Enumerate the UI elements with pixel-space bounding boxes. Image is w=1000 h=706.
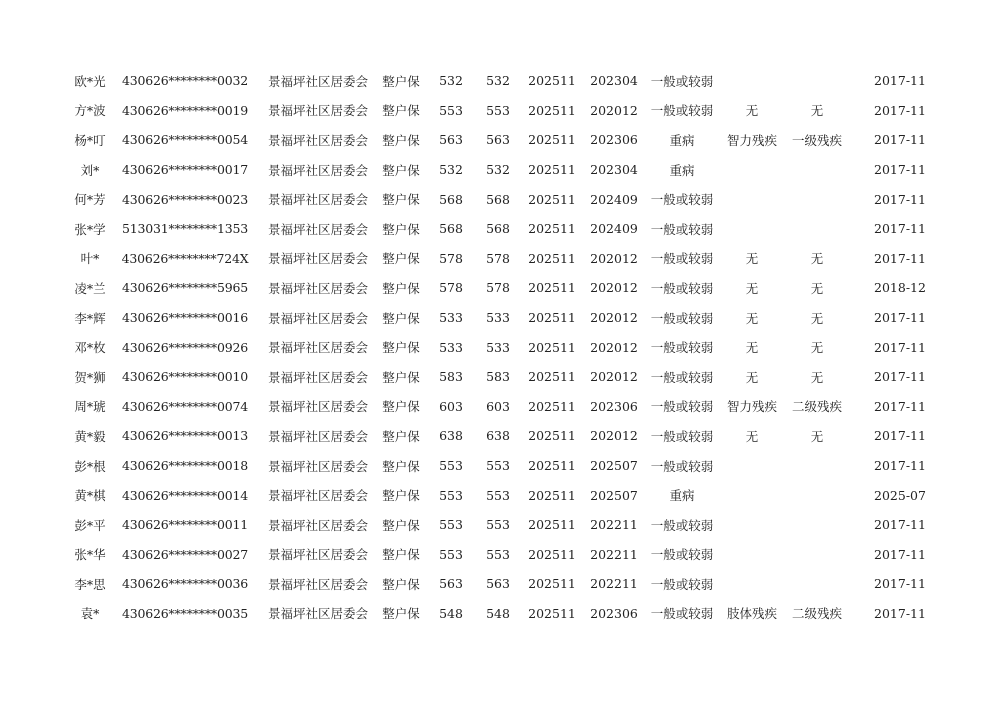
name-cell: 欧*光: [74, 73, 106, 89]
disability-type-cell: 智力残疾: [726, 132, 777, 148]
community-cell: 景福坪社区居委会: [267, 162, 368, 178]
amount-2-cell: 563: [486, 576, 510, 592]
community-cell: 景福坪社区居委会: [267, 399, 368, 415]
spacer-cell: [850, 569, 865, 599]
spacer-cell: [850, 125, 865, 155]
disability-level-cell: [784, 155, 850, 185]
id-number-cell: 430626********0011: [122, 517, 248, 533]
table-row: [70, 421, 935, 451]
amount-cell: 568: [439, 221, 463, 237]
household-type-cell: 整户保: [382, 192, 420, 208]
household-type-cell: 整户保: [382, 547, 420, 563]
table-row: [70, 125, 935, 155]
date-cell: 2017-11: [874, 576, 926, 592]
amount-cell: 533: [439, 339, 463, 355]
amount-cell: 583: [439, 369, 463, 385]
period-cell: 202511: [528, 576, 576, 592]
health-status-cell: 一般或较弱: [650, 310, 714, 326]
roster-table: [70, 66, 935, 628]
community-cell: 景福坪社区居委会: [267, 369, 368, 385]
period-cell: 202511: [528, 605, 576, 621]
start-period-cell: 202012: [590, 102, 638, 118]
community-cell: 景福坪社区居委会: [267, 458, 368, 474]
community-cell: 景福坪社区居委会: [267, 340, 368, 356]
period-cell: 202511: [528, 280, 576, 296]
health-status-cell: 一般或较弱: [650, 576, 714, 592]
id-number-cell: 430626********5965: [122, 280, 248, 296]
amount-2-cell: 532: [486, 73, 510, 89]
disability-type-cell: [720, 214, 784, 244]
household-type-cell: 整户保: [382, 517, 420, 533]
community-cell: 景福坪社区居委会: [267, 488, 368, 504]
disability-level-cell: 无: [810, 103, 824, 119]
disability-type-cell: [720, 510, 784, 540]
period-cell: 202511: [528, 310, 576, 326]
amount-cell: 553: [439, 487, 463, 503]
amount-cell: 603: [439, 398, 463, 414]
amount-cell: 553: [439, 546, 463, 562]
amount-cell: 563: [439, 576, 463, 592]
health-status-cell: 一般或较弱: [650, 221, 714, 237]
name-cell: 张*华: [74, 547, 106, 563]
name-cell: 李*思: [74, 576, 106, 592]
table-row: [70, 451, 935, 481]
name-cell: 黄*毅: [74, 428, 106, 444]
community-cell: 景福坪社区居委会: [267, 576, 368, 592]
amount-2-cell: 533: [486, 310, 510, 326]
period-cell: 202511: [528, 369, 576, 385]
table-row: [70, 599, 935, 629]
amount-2-cell: 638: [486, 428, 510, 444]
table-row: [70, 392, 935, 422]
disability-level-cell: 无: [810, 251, 824, 267]
amount-2-cell: 578: [486, 250, 510, 266]
health-status-cell: 一般或较弱: [650, 517, 714, 533]
name-cell: 凌*兰: [74, 280, 106, 296]
period-cell: 202511: [528, 398, 576, 414]
name-cell: 李*辉: [74, 310, 106, 326]
spacer-cell: [850, 392, 865, 422]
spacer-cell: [850, 421, 865, 451]
household-type-cell: 整户保: [382, 369, 420, 385]
name-cell: 邓*枚: [74, 340, 106, 356]
health-status-cell: 一般或较弱: [650, 369, 714, 385]
household-type-cell: 整户保: [382, 576, 420, 592]
roster-body: [70, 66, 935, 628]
start-period-cell: 202211: [590, 546, 638, 562]
period-cell: 202511: [528, 102, 576, 118]
date-cell: 2017-11: [874, 132, 926, 148]
spacer-cell: [850, 362, 865, 392]
start-period-cell: 202012: [590, 310, 638, 326]
id-number-cell: 430626********0032: [122, 73, 248, 89]
start-period-cell: 202012: [590, 428, 638, 444]
disability-type-cell: 无: [745, 251, 759, 267]
amount-2-cell: 583: [486, 369, 510, 385]
amount-cell: 578: [439, 280, 463, 296]
start-period-cell: 202409: [590, 221, 638, 237]
period-cell: 202511: [528, 250, 576, 266]
household-type-cell: 整户保: [382, 221, 420, 237]
health-status-cell: 一般或较弱: [650, 192, 714, 208]
period-cell: 202511: [528, 487, 576, 503]
start-period-cell: 202306: [590, 398, 638, 414]
disability-type-cell: [720, 155, 784, 185]
name-cell: 袁*: [80, 606, 100, 622]
period-cell: 202511: [528, 221, 576, 237]
amount-2-cell: 568: [486, 221, 510, 237]
community-cell: 景福坪社区居委会: [267, 606, 368, 622]
community-cell: 景福坪社区居委会: [267, 251, 368, 267]
name-cell: 黄*棋: [74, 488, 106, 504]
disability-level-cell: 无: [810, 280, 824, 296]
table-row: [70, 540, 935, 570]
date-cell: 2017-11: [874, 369, 926, 385]
health-status-cell: 一般或较弱: [650, 399, 714, 415]
spacer-cell: [850, 214, 865, 244]
health-status-cell: 一般或较弱: [650, 340, 714, 356]
disability-level-cell: 二级残疾: [791, 606, 842, 622]
date-cell: 2017-11: [874, 605, 926, 621]
period-cell: 202511: [528, 132, 576, 148]
disability-level-cell: 无: [810, 428, 824, 444]
amount-cell: 553: [439, 458, 463, 474]
amount-2-cell: 548: [486, 605, 510, 621]
name-cell: 叶*: [80, 251, 100, 267]
spacer-cell: [850, 66, 865, 96]
date-cell: 2017-11: [874, 73, 926, 89]
spacer-cell: [850, 303, 865, 333]
disability-type-cell: 无: [745, 340, 759, 356]
disability-type-cell: [720, 480, 784, 510]
disability-level-cell: [784, 184, 850, 214]
health-status-cell: 一般或较弱: [650, 280, 714, 296]
disability-type-cell: [720, 540, 784, 570]
start-period-cell: 202211: [590, 517, 638, 533]
id-number-cell: 430626********0016: [122, 310, 248, 326]
spacer-cell: [850, 244, 865, 274]
period-cell: 202511: [528, 162, 576, 178]
health-status-cell: 一般或较弱: [650, 458, 714, 474]
date-cell: 2017-11: [874, 428, 926, 444]
id-number-cell: 430626********0014: [122, 487, 248, 503]
period-cell: 202511: [528, 458, 576, 474]
disability-level-cell: 无: [810, 340, 824, 356]
health-status-cell: 一般或较弱: [650, 103, 714, 119]
name-cell: 彭*平: [74, 517, 106, 533]
disability-level-cell: 二级残疾: [791, 399, 842, 415]
start-period-cell: 202304: [590, 73, 638, 89]
household-type-cell: 整户保: [382, 280, 420, 296]
amount-2-cell: 578: [486, 280, 510, 296]
date-cell: 2017-11: [874, 398, 926, 414]
spacer-cell: [850, 451, 865, 481]
id-number-cell: 430626********0054: [122, 132, 248, 148]
table-row: [70, 332, 935, 362]
date-cell: 2017-11: [874, 517, 926, 533]
health-status-cell: 重病: [669, 162, 695, 178]
table-row: [70, 66, 935, 96]
period-cell: 202511: [528, 546, 576, 562]
amount-cell: 578: [439, 250, 463, 266]
household-type-cell: 整户保: [382, 606, 420, 622]
household-type-cell: 整户保: [382, 310, 420, 326]
start-period-cell: 202211: [590, 576, 638, 592]
spacer-cell: [850, 540, 865, 570]
household-type-cell: 整户保: [382, 458, 420, 474]
name-cell: 周*琥: [74, 399, 106, 415]
household-type-cell: 整户保: [382, 132, 420, 148]
amount-2-cell: 603: [486, 398, 510, 414]
disability-level-cell: 一级残疾: [791, 132, 842, 148]
amount-cell: 568: [439, 191, 463, 207]
id-number-cell: 430626********0019: [122, 102, 248, 118]
spacer-cell: [850, 273, 865, 303]
period-cell: 202511: [528, 428, 576, 444]
start-period-cell: 202012: [590, 369, 638, 385]
date-cell: 2017-11: [874, 310, 926, 326]
disability-type-cell: 智力残疾: [726, 399, 777, 415]
disability-type-cell: 无: [745, 428, 759, 444]
date-cell: 2017-11: [874, 102, 926, 118]
household-type-cell: 整户保: [382, 340, 420, 356]
amount-2-cell: 553: [486, 546, 510, 562]
date-cell: 2017-11: [874, 250, 926, 266]
amount-2-cell: 568: [486, 191, 510, 207]
table-row: [70, 480, 935, 510]
disability-level-cell: [784, 510, 850, 540]
disability-level-cell: [784, 214, 850, 244]
household-type-cell: 整户保: [382, 488, 420, 504]
date-cell: 2018-12: [874, 280, 926, 296]
start-period-cell: 202012: [590, 280, 638, 296]
disability-level-cell: [784, 569, 850, 599]
name-cell: 彭*根: [74, 458, 106, 474]
disability-type-cell: [720, 451, 784, 481]
id-number-cell: 430626********0018: [122, 458, 248, 474]
amount-2-cell: 553: [486, 487, 510, 503]
id-number-cell: 430626********0013: [122, 428, 248, 444]
community-cell: 景福坪社区居委会: [267, 103, 368, 119]
spacer-cell: [850, 480, 865, 510]
health-status-cell: 重病: [669, 132, 695, 148]
disability-level-cell: 无: [810, 310, 824, 326]
household-type-cell: 整户保: [382, 103, 420, 119]
start-period-cell: 202012: [590, 339, 638, 355]
spacer-cell: [850, 96, 865, 126]
community-cell: 景福坪社区居委会: [267, 73, 368, 89]
health-status-cell: 一般或较弱: [650, 428, 714, 444]
id-number-cell: 430626********0926: [122, 339, 248, 355]
community-cell: 景福坪社区居委会: [267, 310, 368, 326]
disability-level-cell: [784, 451, 850, 481]
amount-2-cell: 533: [486, 339, 510, 355]
health-status-cell: 一般或较弱: [650, 251, 714, 267]
name-cell: 刘*: [80, 162, 100, 178]
id-number-cell: 430626********724X: [121, 250, 249, 266]
health-status-cell: 一般或较弱: [650, 606, 714, 622]
community-cell: 景福坪社区居委会: [267, 517, 368, 533]
date-cell: 2017-11: [874, 191, 926, 207]
amount-cell: 553: [439, 102, 463, 118]
table-row: [70, 184, 935, 214]
household-type-cell: 整户保: [382, 251, 420, 267]
start-period-cell: 202306: [590, 132, 638, 148]
household-type-cell: 整户保: [382, 399, 420, 415]
disability-type-cell: 无: [745, 310, 759, 326]
id-number-cell: 430626********0074: [122, 398, 248, 414]
period-cell: 202511: [528, 191, 576, 207]
community-cell: 景福坪社区居委会: [267, 221, 368, 237]
community-cell: 景福坪社区居委会: [267, 280, 368, 296]
amount-cell: 533: [439, 310, 463, 326]
household-type-cell: 整户保: [382, 73, 420, 89]
disability-type-cell: [720, 184, 784, 214]
spacer-cell: [850, 332, 865, 362]
id-number-cell: 430626********0036: [122, 576, 248, 592]
id-number-cell: 513031********1353: [122, 221, 248, 237]
amount-cell: 548: [439, 605, 463, 621]
table-row: [70, 244, 935, 274]
health-status-cell: 重病: [669, 488, 695, 504]
spacer-cell: [850, 510, 865, 540]
amount-2-cell: 553: [486, 458, 510, 474]
amount-cell: 532: [439, 162, 463, 178]
disability-type-cell: 无: [745, 369, 759, 385]
date-cell: 2025-07: [874, 487, 926, 503]
health-status-cell: 一般或较弱: [650, 547, 714, 563]
disability-level-cell: [784, 540, 850, 570]
community-cell: 景福坪社区居委会: [267, 132, 368, 148]
date-cell: 2017-11: [874, 546, 926, 562]
table-row: [70, 510, 935, 540]
id-number-cell: 430626********0017: [122, 162, 248, 178]
community-cell: 景福坪社区居委会: [267, 428, 368, 444]
table-row: [70, 96, 935, 126]
community-cell: 景福坪社区居委会: [267, 547, 368, 563]
table-row: [70, 155, 935, 185]
id-number-cell: 430626********0035: [122, 605, 248, 621]
id-number-cell: 430626********0027: [122, 546, 248, 562]
amount-cell: 553: [439, 517, 463, 533]
id-number-cell: 430626********0010: [122, 369, 248, 385]
household-type-cell: 整户保: [382, 162, 420, 178]
disability-level-cell: [784, 66, 850, 96]
name-cell: 何*芳: [74, 192, 106, 208]
table-row: [70, 273, 935, 303]
name-cell: 方*波: [74, 103, 106, 119]
amount-2-cell: 553: [486, 102, 510, 118]
amount-2-cell: 553: [486, 517, 510, 533]
household-type-cell: 整户保: [382, 428, 420, 444]
spacer-cell: [850, 184, 865, 214]
start-period-cell: 202306: [590, 605, 638, 621]
disability-type-cell: [720, 569, 784, 599]
name-cell: 张*学: [74, 221, 106, 237]
disability-level-cell: [784, 480, 850, 510]
amount-2-cell: 563: [486, 132, 510, 148]
disability-type-cell: [720, 66, 784, 96]
table-row: [70, 214, 935, 244]
amount-2-cell: 532: [486, 162, 510, 178]
amount-cell: 638: [439, 428, 463, 444]
disability-type-cell: 肢体残疾: [726, 606, 777, 622]
date-cell: 2017-11: [874, 162, 926, 178]
date-cell: 2017-11: [874, 339, 926, 355]
amount-cell: 532: [439, 73, 463, 89]
table-row: [70, 362, 935, 392]
table-row: [70, 569, 935, 599]
start-period-cell: 202012: [590, 250, 638, 266]
date-cell: 2017-11: [874, 221, 926, 237]
date-cell: 2017-11: [874, 458, 926, 474]
start-period-cell: 202507: [590, 458, 638, 474]
community-cell: 景福坪社区居委会: [267, 192, 368, 208]
period-cell: 202511: [528, 517, 576, 533]
spacer-cell: [850, 155, 865, 185]
period-cell: 202511: [528, 73, 576, 89]
disability-level-cell: 无: [810, 369, 824, 385]
health-status-cell: 一般或较弱: [650, 73, 714, 89]
period-cell: 202511: [528, 339, 576, 355]
start-period-cell: 202507: [590, 487, 638, 503]
table-row: [70, 303, 935, 333]
start-period-cell: 202304: [590, 162, 638, 178]
start-period-cell: 202409: [590, 191, 638, 207]
spacer-cell: [850, 599, 865, 629]
disability-type-cell: 无: [745, 103, 759, 119]
name-cell: 贺*狮: [74, 369, 106, 385]
amount-cell: 563: [439, 132, 463, 148]
id-number-cell: 430626********0023: [122, 191, 248, 207]
name-cell: 杨*叮: [74, 132, 106, 148]
disability-type-cell: 无: [745, 280, 759, 296]
